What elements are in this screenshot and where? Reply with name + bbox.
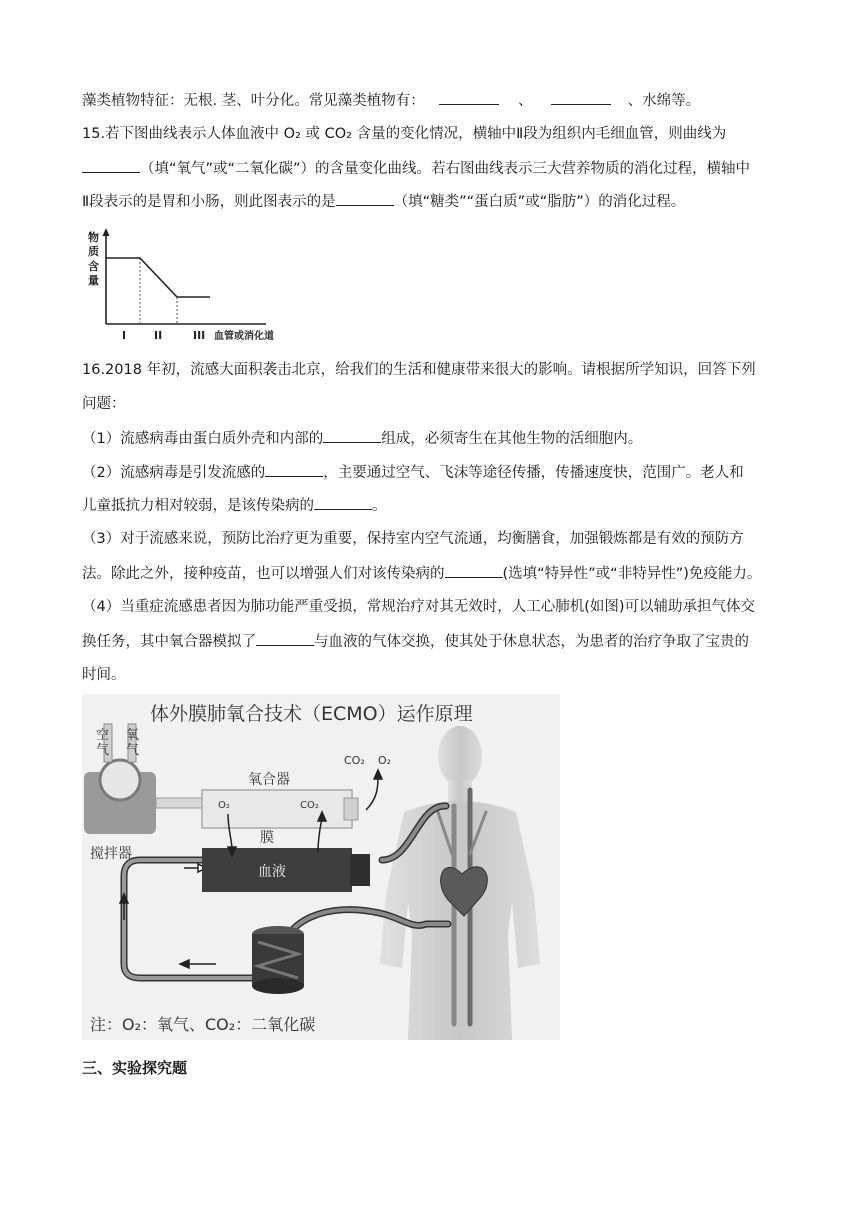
o2-label: O₂ [218, 800, 230, 811]
ecmo-note: 注：O₂：氧气、CO₂：二氧化碳 [90, 1015, 316, 1034]
section-heading: 三、实验探究题 [82, 1059, 188, 1077]
oxygen-label: 气 [126, 743, 140, 758]
air-label: 空 [96, 728, 110, 743]
answer-blank[interactable] [265, 462, 323, 477]
x-axis-label: 血管或消化道 [214, 331, 274, 342]
q15-text: Ⅱ段表示的是胃和小肠，则此图表示的是 [82, 194, 336, 210]
blood-label: 血液 [258, 864, 286, 880]
air-label: 气 [96, 743, 110, 758]
q16-part-3: （3）对于流感来说，预防比治疗更为重要，保持室内空气流通，均衡膳食，加强锻炼都是有效的预防方 [82, 531, 744, 547]
content-curve-graph [84, 226, 300, 344]
q16-part-4-cont [82, 631, 749, 652]
answer-blank[interactable] [256, 631, 314, 646]
q15-text: （填“糖类”“蛋白质”或“脂肪”）的消化过程。 [393, 194, 686, 210]
q16-part-1 [82, 428, 642, 449]
ecmo-diagram [82, 694, 560, 1040]
oxygen-label: 氧 [126, 728, 140, 743]
q14-text-b: 、水绵等。 [627, 93, 701, 109]
q16-text: 儿童抵抗力相对较弱，是该传染病的 [82, 498, 314, 514]
mixer-label: 搅拌器 [90, 846, 132, 862]
exhaust-co2-label: CO₂ [344, 754, 365, 767]
blood-chamber-outlet [350, 854, 370, 886]
q16-intro-1: 16.2018 年初，流感大面积袭击北京，给我们的生活和健康带来很大的影响。请根据所学知识，回答下列 [82, 362, 756, 378]
y-label-char: 质 [88, 245, 99, 258]
q16-part-2-cont [82, 495, 387, 516]
q16-text: 法。除此之外，接种疫苗，也可以增强人们对该传染病的 [82, 566, 445, 582]
q16-text: ，主要通过空气、飞沫等途径传播，传播速度快，范围广。老人和 [323, 465, 744, 481]
x-tick-label: I [122, 329, 127, 342]
y-axis-label [88, 230, 99, 287]
blood-pump [252, 926, 304, 994]
y-label-char: 量 [88, 274, 99, 287]
q16-text: 换任务，其中氧合器模拟了 [82, 634, 256, 650]
x-tick-label: II [154, 329, 163, 342]
q14-line [82, 90, 700, 111]
q16-text: 与血液的气体交换，使其处于休息状态，为患者的治疗争取了宝贵的 [314, 634, 749, 650]
y-axis-arrow [103, 228, 110, 236]
answer-blank[interactable] [323, 428, 381, 443]
q14-text-a: 藻类植物特征：无根. 茎、叶分化。常见藻类植物有： [82, 93, 425, 109]
q16-text: 组成，必须寄生在其他生物的活细胞内。 [381, 431, 643, 447]
q16-text: （2）流感病毒是引发流感的 [82, 465, 266, 481]
oxygenator-label: 氧合器 [248, 772, 290, 788]
q16-text: 。 [372, 498, 387, 514]
answer-blank[interactable] [445, 563, 503, 578]
q15-line-1: 15.若下图曲线表示人体血液中 O₂ 或 CO₂ 含量的变化情况，横轴中Ⅱ段为组织内毛细血管，则曲线为 [82, 126, 727, 142]
answer-blank[interactable] [82, 158, 140, 173]
answer-blank[interactable] [439, 90, 499, 105]
y-label-char: 物 [88, 231, 99, 244]
answer-blank[interactable] [336, 191, 394, 206]
content-curve [106, 258, 210, 297]
x-tick-label: III [193, 329, 206, 342]
co2-label: CO₂ [300, 800, 319, 811]
q16-part-4: （4）当重症流感患者因为肺功能严重受损，常规治疗对其无效时，人工心肺机(如图)可以辅助承担气体交 [82, 599, 756, 615]
y-label-char: 含 [88, 260, 99, 273]
q15-text: （填“氧气”或“二氧化碳”）的含量变化曲线。若右图曲线表示三大营养物质的消化过程，横轴中 [140, 161, 751, 177]
answer-blank[interactable] [551, 90, 611, 105]
q16-part-2 [82, 462, 744, 483]
q15-line-2 [82, 158, 750, 179]
q16-part-3-cont [82, 563, 761, 584]
q16-intro-2: 问题： [82, 396, 126, 412]
q14-separator: 、 [517, 93, 533, 109]
q16-part-4-end: 时间。 [82, 667, 126, 683]
q16-text: (选填“特异性”或“非特异性”)免疫能力。 [502, 566, 762, 582]
membrane-label: 膜 [260, 830, 274, 846]
answer-blank[interactable] [314, 495, 372, 510]
oxygenator-outlet [344, 798, 358, 820]
q16-text: （1）流感病毒由蛋白质外壳和内部的 [82, 431, 324, 447]
q15-line-3 [82, 191, 685, 212]
ecmo-title: 体外膜肺氧合技术（ECMO）运作原理 [150, 703, 473, 725]
exhaust-o2-label: O₂ [378, 754, 392, 767]
